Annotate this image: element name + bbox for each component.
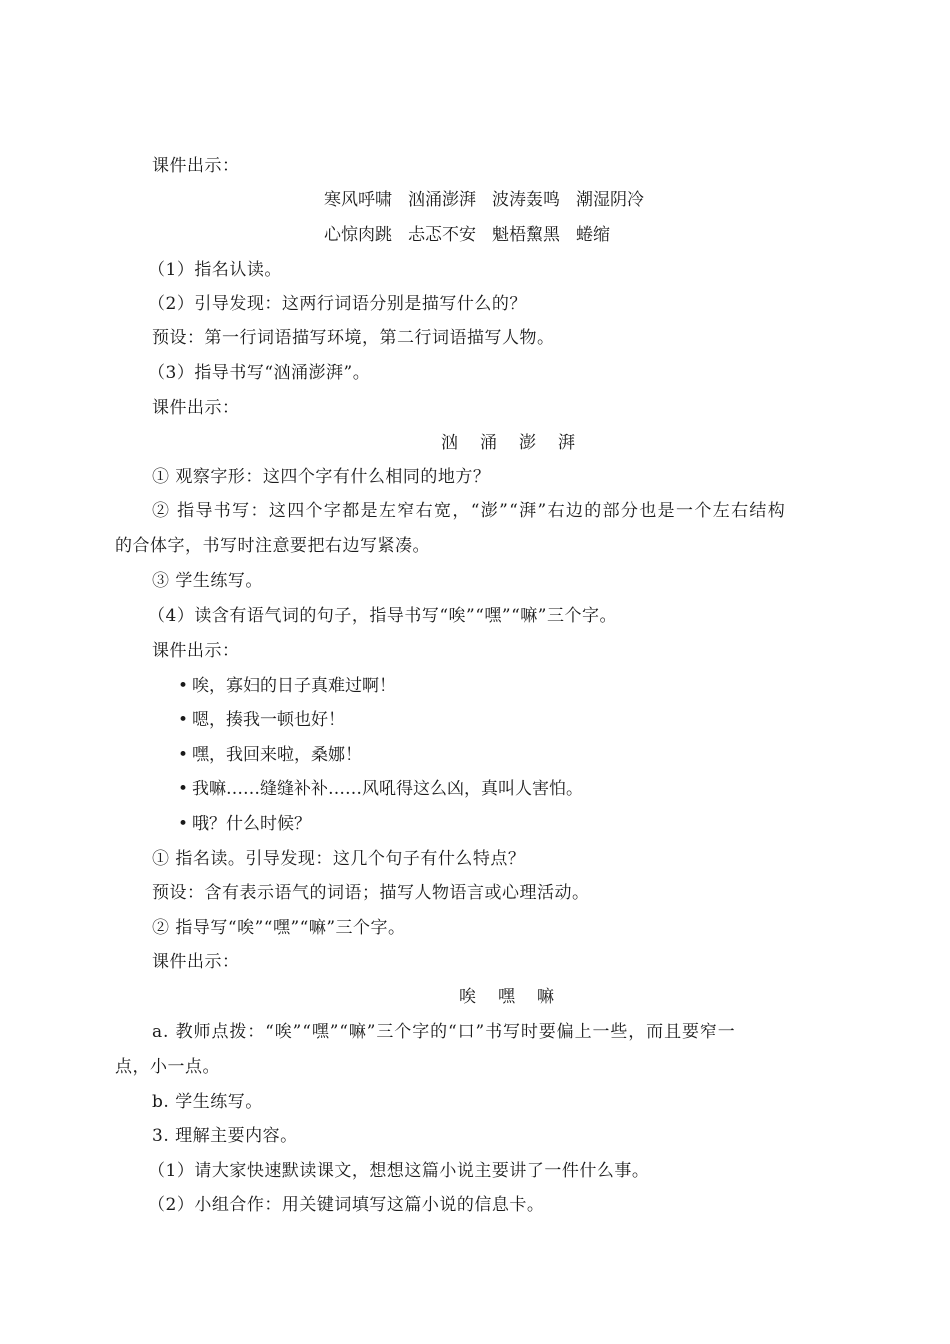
writing-guide-line-2: 的合体字，书写时注意要把右边写紧凑。 (115, 536, 430, 556)
student-practice-2: b. 学生练写。 (152, 1092, 263, 1112)
word-item: 汹涌澎湃 (408, 190, 476, 210)
char-row-interjections (459, 985, 554, 1009)
char-row-waves (441, 431, 575, 455)
bullet-text: 我嘛……缝缝补补……风吼得这么凶，真叫人害怕。 (192, 779, 584, 799)
observe-shape: ① 观察字形：这四个字有什么相同的地方？ (152, 467, 491, 487)
courseware-label-2: 课件出示： (152, 398, 240, 418)
word-item: 心惊肉跳 (324, 225, 392, 245)
bullet-text: 哦？什么时候？ (192, 814, 312, 834)
step-3-write: （3）指导书写“汹涌澎湃”。 (148, 363, 371, 383)
char-item: 湃 (558, 433, 575, 453)
bullet-icon: • (178, 710, 189, 730)
step-1-read: （1）指名认读。 (148, 260, 282, 280)
bullet-icon: • (178, 814, 189, 834)
word-item: 蜷缩 (576, 225, 610, 245)
step-4-interjections: （4）读含有语气词的句子，指导书写“唉”“嘿”“嘛”三个字。 (148, 606, 617, 626)
write-interjections: ② 指导写“唉”“嘿”“嘛”三个字。 (152, 918, 406, 938)
step-2-discover: （2）引导发现：这两行词语分别是描写什么的？ (148, 294, 527, 314)
word-row-character (324, 223, 610, 247)
word-item: 寒风呼啸 (324, 190, 392, 210)
bullet-text: 嘿，我回来啦，桑娜！ (192, 745, 363, 765)
char-item: 嘿 (498, 987, 515, 1007)
courseware-label-4: 课件出示： (152, 952, 240, 972)
word-item: 潮湿阴冷 (576, 190, 644, 210)
char-item: 唉 (459, 987, 476, 1007)
char-item: 汹 (441, 433, 458, 453)
char-item: 嘛 (537, 987, 554, 1007)
bullet-sentence (178, 708, 345, 732)
writing-guide-line-1: ② 指导书写：这四个字都是左窄右宽，“澎”“湃”右边的部分也是一个左右结构 (152, 501, 787, 521)
courseware-label-1: 课件出示： (152, 156, 240, 176)
silent-reading-task: （1）请大家快速默读课文，想想这篇小说主要讲了一件什么事。 (148, 1161, 650, 1181)
bullet-sentence (178, 777, 583, 801)
word-item: 忐忑不安 (408, 225, 476, 245)
bullet-text: 唉，寡妇的日子真难过啊！ (192, 676, 397, 696)
courseware-label-3: 课件出示： (152, 641, 240, 661)
bullet-sentence (178, 674, 396, 698)
word-item: 波涛轰鸣 (492, 190, 560, 210)
teacher-tip-line-1: a. 教师点拨：“唉”“嘿”“嘛”三个字的“口”书写时要偏上一些，而且要窄一 (152, 1022, 736, 1042)
word-row-environment (324, 188, 644, 212)
preset-answer-2: 预设：含有表示语气的词语；描写人物语言或心理活动。 (152, 883, 590, 903)
bullet-icon: • (178, 779, 189, 799)
bullet-icon: • (178, 745, 189, 765)
bullet-icon: • (178, 676, 189, 696)
student-practice-1: ③ 学生练写。 (152, 571, 263, 591)
section-3-heading: 3. 理解主要内容。 (152, 1126, 298, 1146)
word-item: 魁梧黧黑 (492, 225, 560, 245)
char-item: 涌 (480, 433, 497, 453)
group-work-task: （2）小组合作：用关键词填写这篇小说的信息卡。 (148, 1195, 545, 1215)
preset-answer-1: 预设：第一行词语描写环境，第二行词语描写人物。 (152, 328, 555, 348)
bullet-text: 嗯，揍我一顿也好！ (192, 710, 346, 730)
teacher-tip-line-2: 点，小一点。 (115, 1057, 220, 1077)
char-item: 澎 (519, 433, 536, 453)
bullet-sentence (178, 812, 311, 836)
bullet-sentence (178, 743, 362, 767)
read-aloud-discover: ① 指名读。引导发现：这几个句子有什么特点？ (152, 849, 526, 869)
